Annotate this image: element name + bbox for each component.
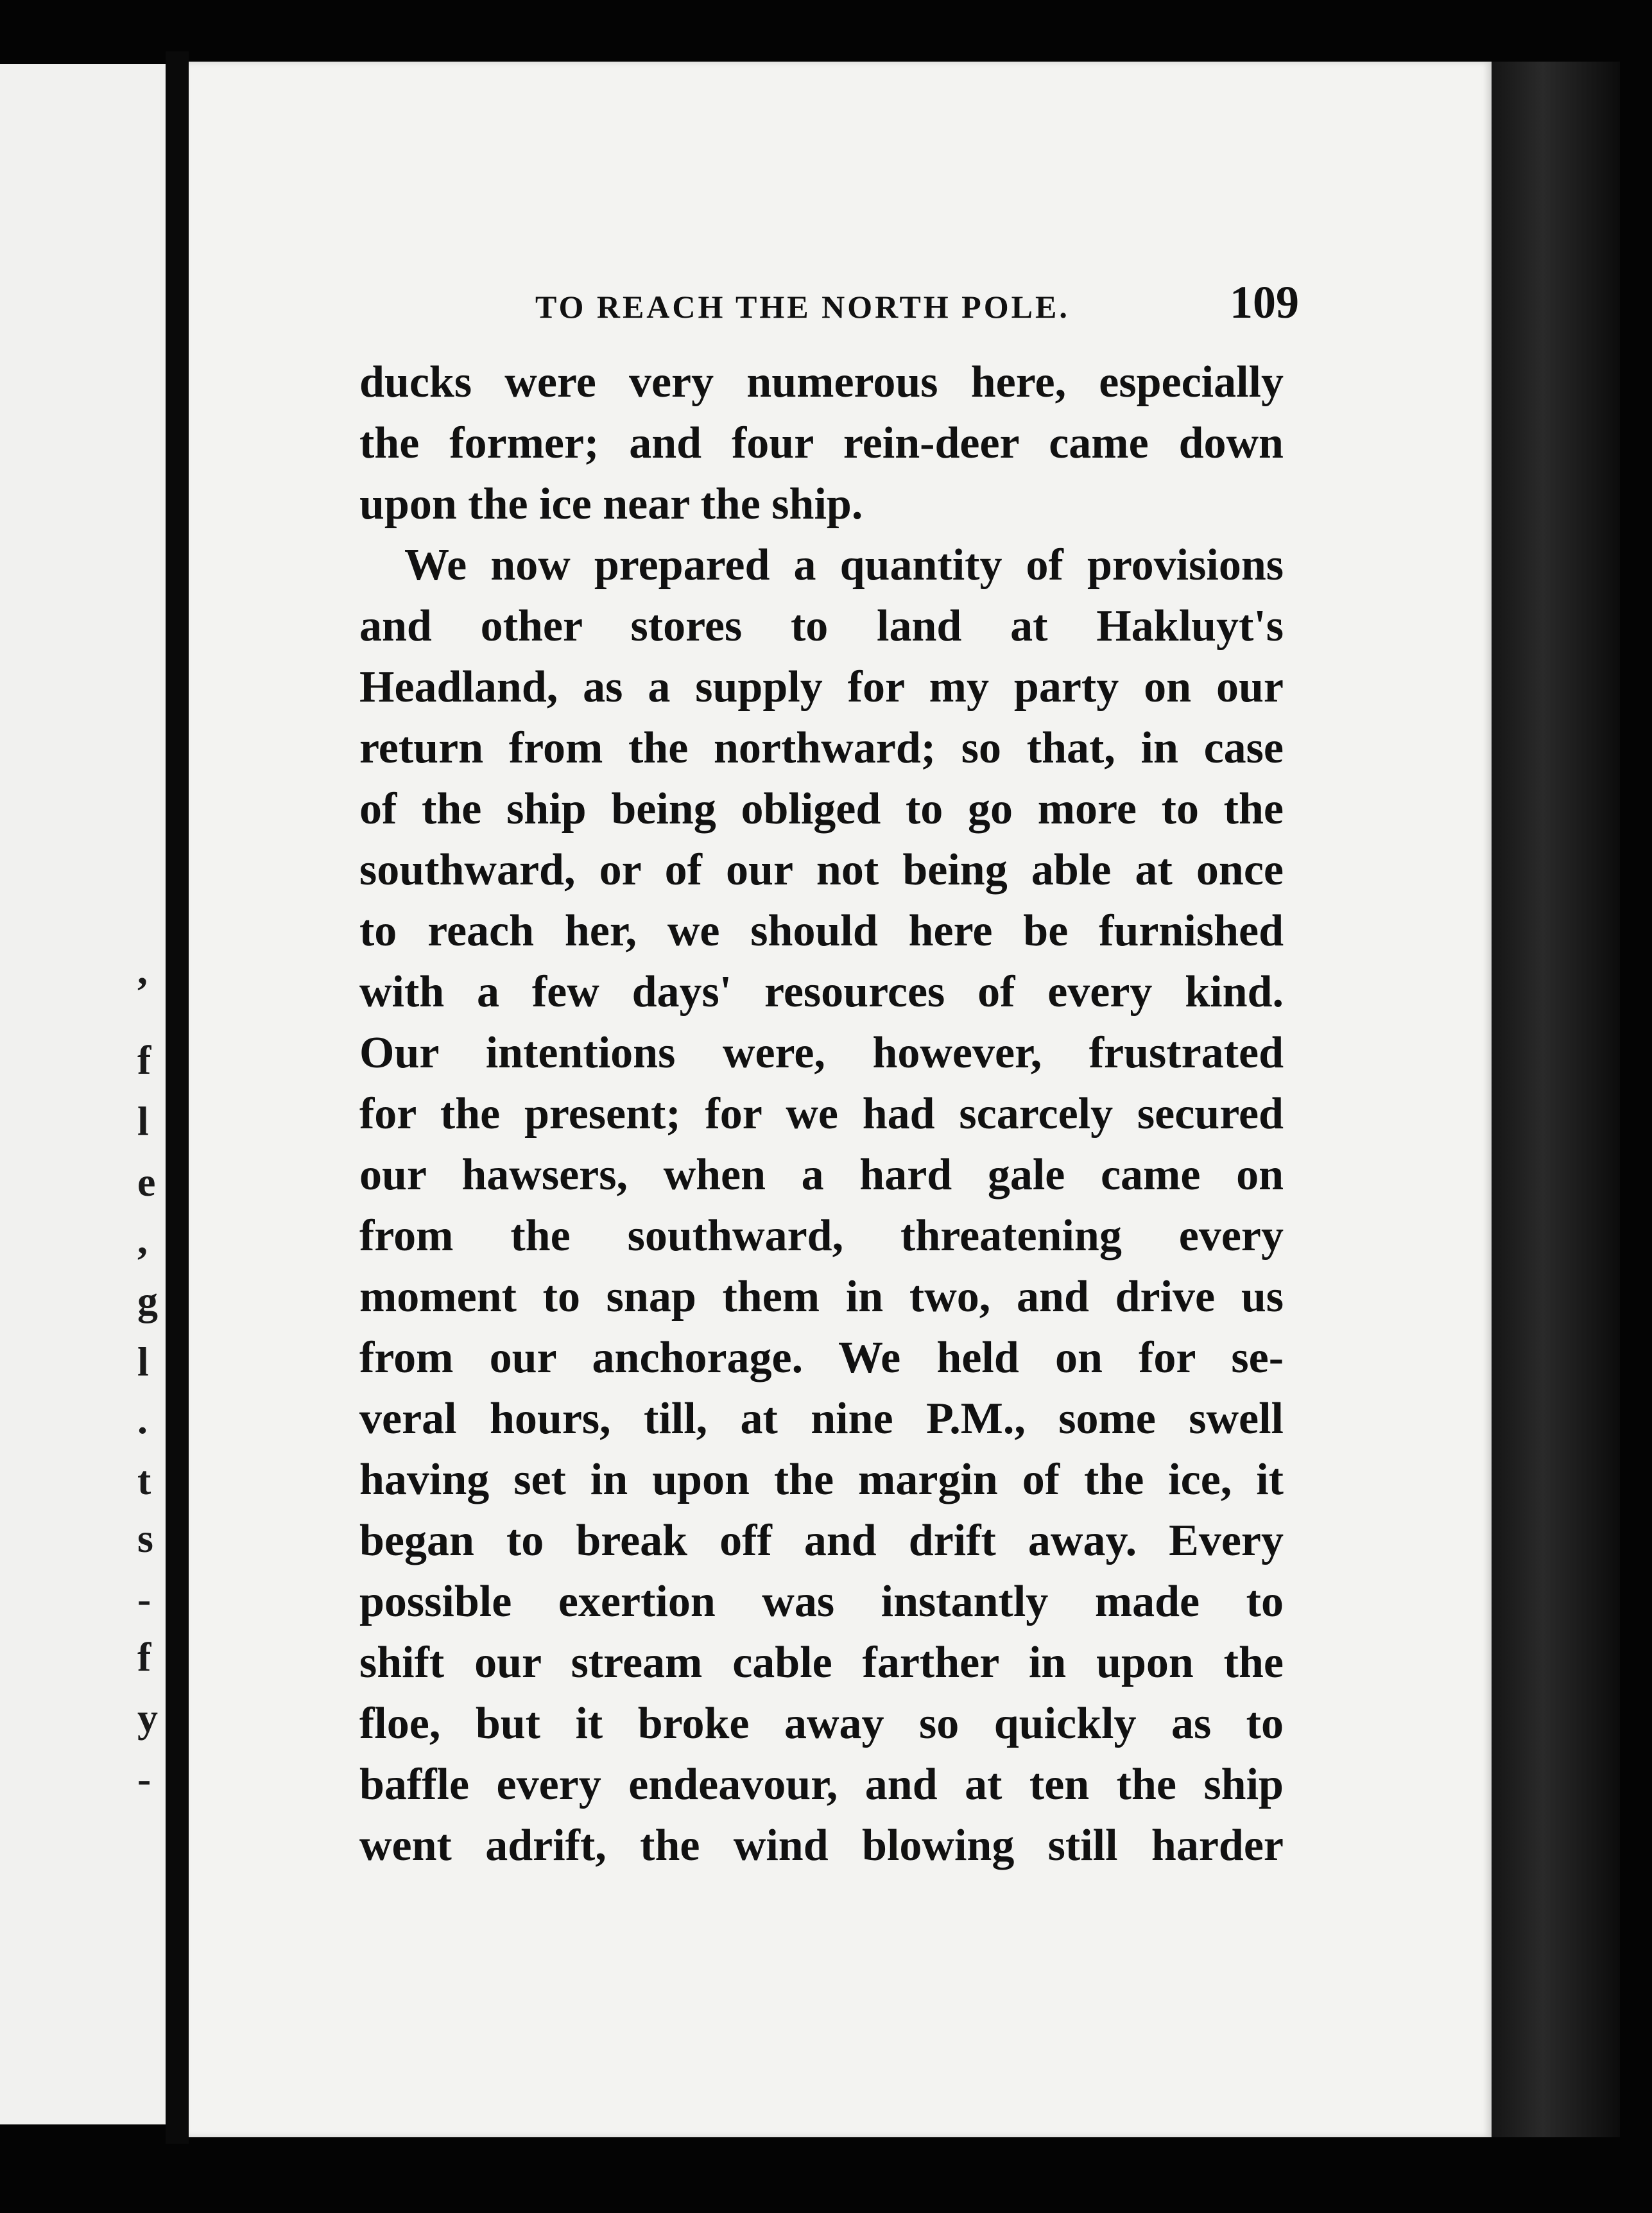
left-page-edge-char: . [137, 1397, 148, 1442]
left-page-edge-char: g [137, 1278, 158, 1323]
left-page-edge-char: - [137, 1576, 151, 1622]
left-page-edge-char: t [137, 1458, 151, 1503]
text-line: Our intentions were, however, frustrated [359, 1028, 1284, 1078]
page-edge-shadow [1492, 62, 1620, 2137]
text-line: having set in upon the margin of the ice, it [359, 1455, 1284, 1504]
left-page-edge-char: f [137, 1634, 151, 1680]
text-line: for the present; for we had scarcely secured [359, 1089, 1284, 1139]
text-line: with a few days' resources of every kind. [359, 967, 1284, 1017]
text-line: Headland, as a supply for my party on our [359, 662, 1284, 712]
text-line: upon the ice near the ship. [359, 479, 863, 529]
text-line: ducks were very numerous here, especially [359, 357, 1284, 407]
text-line: from the southward, threatening every [359, 1211, 1284, 1261]
left-page-edge-char: l [137, 1339, 149, 1384]
text-line: shift our stream cable farther in upon the [359, 1638, 1284, 1687]
left-facing-page [0, 64, 166, 2124]
left-page-edge-char: y [137, 1695, 158, 1741]
text-line: the former; and four rein-deer came down [359, 418, 1284, 468]
text-line: return from the northward; so that, in case [359, 723, 1284, 773]
text-line: baffle every endeavour, and at ten the ship [359, 1760, 1284, 1809]
text-line: and other stores to land at Hakluyt's [359, 601, 1284, 651]
text-line: our hawsers, when a hard gale came on [359, 1150, 1284, 1200]
left-page-edge-char: l [137, 1098, 149, 1144]
text-line: We now prepared a quantity of provisions [404, 540, 1284, 590]
text-line: moment to snap them in two, and drive us [359, 1272, 1284, 1322]
text-line: southward, or of our not being able at once [359, 845, 1284, 895]
text-line: floe, but it broke away so quickly as to [359, 1699, 1284, 1748]
running-head-title: TO REACH THE NORTH POLE. [535, 289, 1070, 325]
left-page-edge-char: e [137, 1159, 156, 1205]
book-gutter [166, 51, 189, 2144]
running-head [535, 276, 1299, 334]
text-line: possible exertion was instantly made to [359, 1577, 1284, 1626]
left-page-edge-char: s [137, 1515, 153, 1561]
left-page-edge-char: f [137, 1037, 151, 1083]
left-page-edge-char: - [137, 1756, 151, 1802]
text-line: of the ship being obliged to go more to the [359, 784, 1284, 834]
text-line: began to break off and drift away. Every [359, 1516, 1284, 1565]
text-line: to reach her, we should here be furnished [359, 906, 1284, 956]
text-line: went adrift, the wind blowing still harder [359, 1821, 1284, 1870]
left-page-edge-char: , [137, 947, 148, 993]
text-line: from our anchorage. We held on for se- [359, 1333, 1284, 1382]
left-page-edge-char: , [137, 1217, 148, 1262]
page-number: 109 [1230, 277, 1299, 328]
text-line: veral hours, till, at nine P.M., some swell [359, 1394, 1284, 1443]
body-text [359, 352, 1284, 1876]
